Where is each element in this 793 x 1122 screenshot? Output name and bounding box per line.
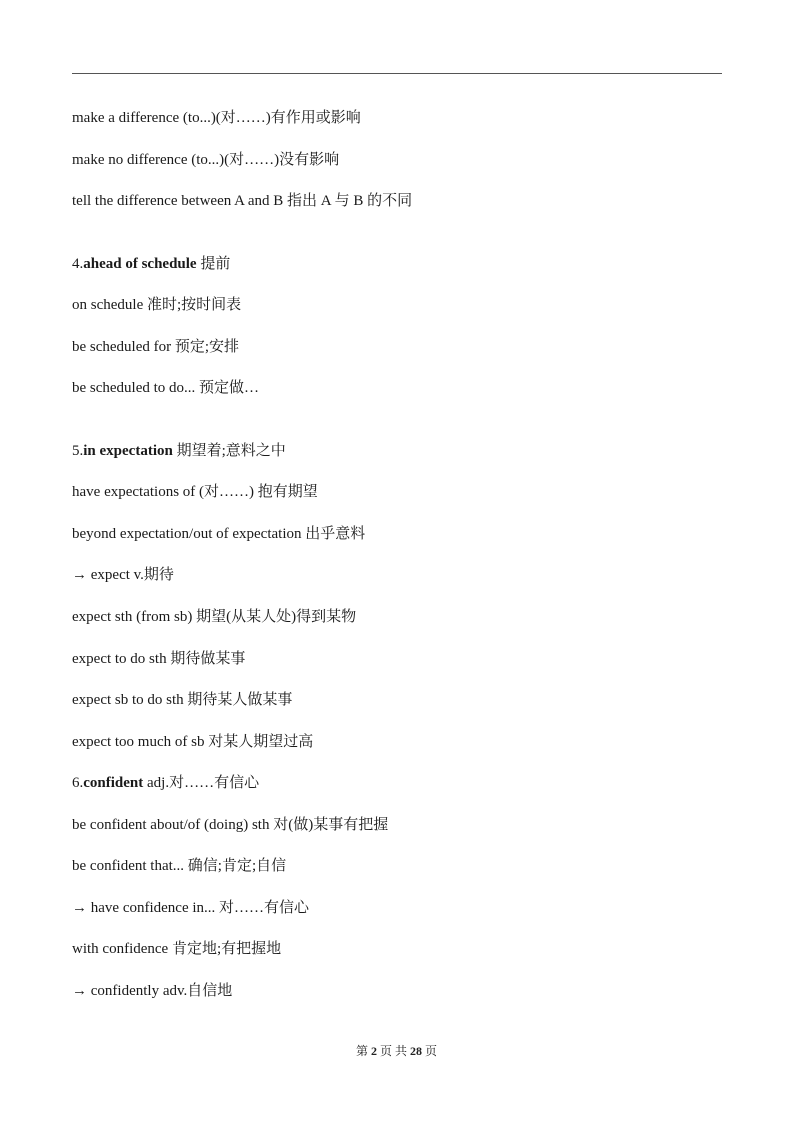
line-beyond-expectation: beyond expectation/out of expectation 出乎意料	[72, 526, 366, 542]
line-be-scheduled-to-do: be scheduled to do... 预定做…	[72, 380, 260, 396]
heading-number: 4.	[72, 256, 84, 272]
line-tell-the-difference: tell the difference between A and B 指出 A 与 B 的不同	[72, 193, 413, 209]
line-be-scheduled-for: be scheduled for 预定;安排	[72, 339, 240, 355]
heading-term: confident	[83, 775, 144, 791]
line-have-expectations-of: have expectations of (对……) 抱有期望	[72, 484, 318, 500]
line-expect-verb: → expect v.期待	[72, 567, 174, 583]
page-footer	[0, 1042, 793, 1059]
heading-ahead-of-schedule	[72, 254, 230, 274]
heading-meaning: 期望着;意料之中	[172, 443, 286, 459]
heading-in-expectation	[72, 441, 286, 461]
header-rule	[72, 73, 722, 74]
footer-middle: 页 共	[376, 1044, 410, 1058]
line-make-no-difference: make no difference (to...)(对……)没有影响	[72, 152, 340, 168]
footer-page-number: 2	[370, 1044, 377, 1058]
line-on-schedule: on schedule 准时;按时间表	[72, 297, 242, 313]
heading-meaning: 提前	[196, 256, 231, 272]
heading-number: 5.	[72, 443, 84, 459]
footer-prefix: 第	[355, 1044, 371, 1058]
line-expect-to-do-sth: expect to do sth 期待做某事	[72, 651, 246, 667]
line-expect-sth-from-sb: expect sth (from sb) 期望(从某人处)得到某物	[72, 609, 357, 625]
line-have-confidence-in: → have confidence in... 对……有信心	[72, 900, 310, 916]
heading-term: in expectation	[83, 443, 173, 459]
heading-confident	[72, 773, 259, 793]
heading-term: ahead of schedule	[83, 256, 197, 272]
line-with-confidence: with confidence 肯定地;有把握地	[72, 941, 282, 957]
heading-meaning: adj.对……有信心	[143, 775, 260, 791]
line-be-confident-about: be confident about/of (doing) sth 对(做)某事有把握	[72, 817, 389, 833]
line-make-a-difference: make a difference (to...)(对……)有作用或影响	[72, 110, 361, 126]
line-confidently-adv: → confidently adv.自信地	[72, 983, 233, 999]
footer-total-pages: 28	[410, 1044, 422, 1058]
line-be-confident-that: be confident that... 确信;肯定;自信	[72, 858, 287, 874]
footer-suffix: 页	[422, 1044, 438, 1058]
heading-number: 6.	[72, 775, 84, 791]
line-expect-sb-to-do-sth: expect sb to do sth 期待某人做某事	[72, 692, 293, 708]
line-expect-too-much-of-sb: expect too much of sb 对某人期望过高	[72, 734, 314, 750]
